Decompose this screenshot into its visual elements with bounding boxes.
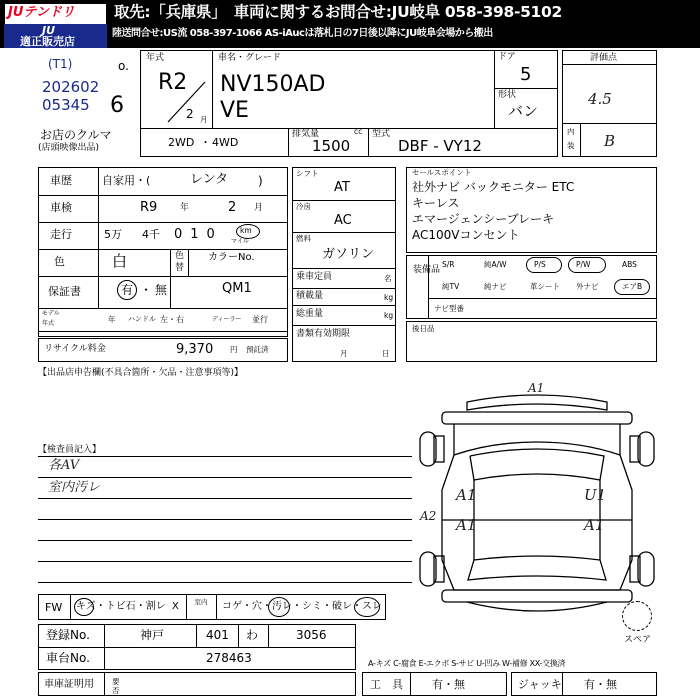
ac-label: 冷房 xyxy=(296,202,311,211)
warranty-dot: ・ xyxy=(140,283,153,297)
insp-label: 車検 xyxy=(50,201,72,214)
history-options: 自家用・( xyxy=(102,174,151,187)
modelyear-label-2: 年式 xyxy=(42,320,55,327)
capacity-unit: 名 xyxy=(384,274,392,283)
fw-items2: コゲ・穴・汚レ・シミ・破レ・スレ xyxy=(222,601,382,612)
damage-fr: U1 xyxy=(584,486,607,504)
equip-abs: ABS xyxy=(622,260,637,269)
shop-label: 適正販売店 xyxy=(20,35,75,48)
fw-x: X xyxy=(172,601,179,612)
weight-label: 総重量 xyxy=(296,309,324,319)
equip-navi-model: ナビ型番 xyxy=(434,304,464,313)
ac-value: AC xyxy=(334,213,352,228)
fw-label: FW xyxy=(45,601,63,614)
warranty-no: 無 xyxy=(155,283,168,297)
recycle-unit: 円 xyxy=(230,345,238,354)
fw-kizu-circle xyxy=(74,598,94,616)
chassis-value: 278463 xyxy=(206,651,252,665)
cert-a: 要 xyxy=(112,677,120,686)
year-era: R2 xyxy=(158,70,188,95)
docexp-month: 月 xyxy=(340,349,348,358)
lot-o: o. xyxy=(118,59,129,73)
equip-tv: 純TV xyxy=(442,282,460,291)
fw-interior-label: 室内 xyxy=(194,598,208,606)
sales-item-1: 社外ナビ バックモニター ETC xyxy=(412,180,575,194)
equip-navi: 純ナビ xyxy=(484,282,507,291)
jack-value: 有・無 xyxy=(584,678,617,691)
cert-label: 車庫証明用 xyxy=(44,679,94,690)
drive-2wd: 2WD xyxy=(168,136,195,149)
shop-car-2: (店頭映像出品) xyxy=(38,143,100,153)
mileage-digits: 010 xyxy=(174,227,223,242)
drive-sep: ・ xyxy=(200,136,211,149)
equip-leather: 革シート xyxy=(530,282,560,291)
insp-month: 2 xyxy=(228,200,237,215)
name-model: NV150AD xyxy=(220,72,326,97)
disp-label: 排気量 xyxy=(292,129,320,139)
color-no: QM1 xyxy=(222,281,252,296)
name-grade: VE xyxy=(220,98,249,123)
equip-label-1: 装備品 xyxy=(413,265,441,275)
fuel-label: 燃料 xyxy=(296,234,311,243)
inspector-line2: 室内汚レ xyxy=(48,480,101,495)
drive-4wd: 4WD xyxy=(212,136,239,149)
equip-ps: P/S xyxy=(534,260,546,269)
logo-top: JUテンドリ xyxy=(8,5,75,20)
recycle-value: 9,370 xyxy=(176,342,214,357)
lot-t1: (T1) xyxy=(48,57,73,71)
shift-value: AT xyxy=(334,180,350,195)
color-label: 色 xyxy=(54,255,65,268)
lot-number: 05345 xyxy=(42,96,90,114)
header-line2: 陸送問合せ:US流 058-397-1066 AS-iAucは落札日の7日後以降にJU岐阜会場から搬出 xyxy=(112,28,493,39)
legend: A-キズ C-腐食 E-エクボ S-サビ U-凹み W-補修 XX-交換済 xyxy=(368,659,566,668)
modelyear-dealer: ディーラー xyxy=(212,316,242,323)
insp-era: R9 xyxy=(140,200,158,215)
fw-scuff-circle xyxy=(354,597,380,617)
sales-item-3: エマージェンシーブレーキ xyxy=(412,212,555,226)
history-label: 車歴 xyxy=(50,174,72,187)
recycle-deposit: 預託済 xyxy=(246,345,269,354)
mileage-man: 5万 xyxy=(104,228,122,241)
name-label: 車名・グレード xyxy=(218,53,282,63)
score-label: 評価点 xyxy=(590,53,618,63)
color-value: 白 xyxy=(112,252,128,270)
logo-ju: JU xyxy=(42,24,56,37)
damage-rl: A1 xyxy=(456,516,477,534)
docexp-day: 日 xyxy=(382,349,390,358)
color-change-1: 色 xyxy=(175,251,185,261)
car-diagram xyxy=(412,380,662,630)
equip-extnavi: 外ナビ xyxy=(576,282,599,291)
color-change-2: 替 xyxy=(175,263,185,273)
warranty-yes: 有 xyxy=(121,283,134,297)
damage-left: A2 xyxy=(420,509,437,523)
damage-top: A1 xyxy=(528,381,545,395)
plate-class: 401 xyxy=(206,628,229,642)
inspector-line1: 各AV xyxy=(48,458,80,473)
shift-label: シフト xyxy=(296,169,319,178)
insp-month-unit: 月 xyxy=(254,203,264,213)
load-unit: kg xyxy=(384,293,394,302)
disp-value: 1500 xyxy=(312,137,351,155)
damage-rr: A1 xyxy=(584,516,605,534)
after-box xyxy=(406,321,657,362)
weight-unit: kg xyxy=(384,311,394,320)
warranty-label: 保証書 xyxy=(48,285,81,298)
plate-label: 登録No. xyxy=(46,628,90,642)
recycle-label: リサイクル料金 xyxy=(44,344,106,354)
score-value: 4.5 xyxy=(588,90,612,108)
inspector-label: 【検査員記入】 xyxy=(38,445,102,455)
tools-value: 有・無 xyxy=(432,678,465,691)
int-label-1: 内 xyxy=(567,127,575,136)
modelyear-handle: ハンドル xyxy=(128,315,156,323)
fw-dirt-circle xyxy=(268,597,290,617)
cert-b: 否 xyxy=(112,686,120,695)
equip-airbag: エアB xyxy=(622,282,643,291)
mileage-sen: 4千 xyxy=(142,228,160,241)
year-month: 2 xyxy=(186,107,194,121)
after-label: 後日品 xyxy=(412,324,435,333)
disp-unit: cc xyxy=(354,127,363,136)
shop-car-1: お店のクルマ xyxy=(40,128,112,142)
notes-label: 【出品店申告欄(不具合箇所・欠品・注意事項等)】 xyxy=(38,368,244,378)
damage-fl: A1 xyxy=(456,486,477,504)
plate-kana: わ xyxy=(246,628,259,642)
docexp-label: 書類有効期限 xyxy=(296,329,351,339)
history-value: レンタ xyxy=(190,172,229,187)
shape-label: 形状 xyxy=(498,90,517,100)
header-line1: 取先:「兵庫県」 車両に関するお問合せ:JU岐阜 058-398-5102 xyxy=(114,3,563,21)
lot-digit: 6 xyxy=(110,93,124,118)
fw-items: キズ・トビ石・割レ xyxy=(76,601,166,612)
lot-date: 202602 xyxy=(42,78,100,96)
history-close: ) xyxy=(258,174,263,188)
year-label: 年式 xyxy=(146,53,165,63)
sales-item-4: AC100Vコンセント xyxy=(412,228,520,242)
door-label: ドア xyxy=(498,52,516,62)
color-no-label: カラーNo. xyxy=(208,252,255,263)
sales-label: セールスポイント xyxy=(412,168,472,177)
mileage-label: 走行 xyxy=(50,228,72,241)
jack-label: ジャッキ xyxy=(518,678,562,691)
type-value: DBF - VY12 xyxy=(398,137,482,155)
type-label: 型式 xyxy=(372,129,391,139)
mileage-unit2: マイル xyxy=(231,238,249,245)
plate-number: 3056 xyxy=(296,628,327,642)
spare-label: スペア xyxy=(624,635,652,645)
mileage-unit: km xyxy=(240,226,252,235)
sales-item-2: キーレス xyxy=(412,196,460,210)
insp-year-unit: 年 xyxy=(180,203,190,213)
modelyear-lr: 左・右 xyxy=(160,315,184,324)
int-label-2: 装 xyxy=(567,141,575,150)
modelyear-parallel: 並行 xyxy=(252,315,268,324)
modelyear-label-1: モデル xyxy=(42,310,60,317)
plate-city: 神戸 xyxy=(140,628,165,642)
tools-label: 工 具 xyxy=(370,678,403,691)
equip-s-r: S/R xyxy=(442,260,455,269)
door-value: 5 xyxy=(520,64,532,85)
chassis-label: 車台No. xyxy=(46,651,90,665)
modelyear-year: 年 xyxy=(108,315,116,324)
load-label: 積載量 xyxy=(296,291,324,301)
equip-pw: P/W xyxy=(576,260,591,269)
spare-circle xyxy=(622,601,652,631)
capacity-label: 乗車定員 xyxy=(296,272,333,282)
fuel-value: ガソリン xyxy=(322,247,375,262)
equip-aw: 純A/W xyxy=(484,260,507,269)
shape-value: バン xyxy=(508,102,539,120)
int-value: B xyxy=(604,132,616,150)
year-month-unit: 月 xyxy=(200,115,208,124)
